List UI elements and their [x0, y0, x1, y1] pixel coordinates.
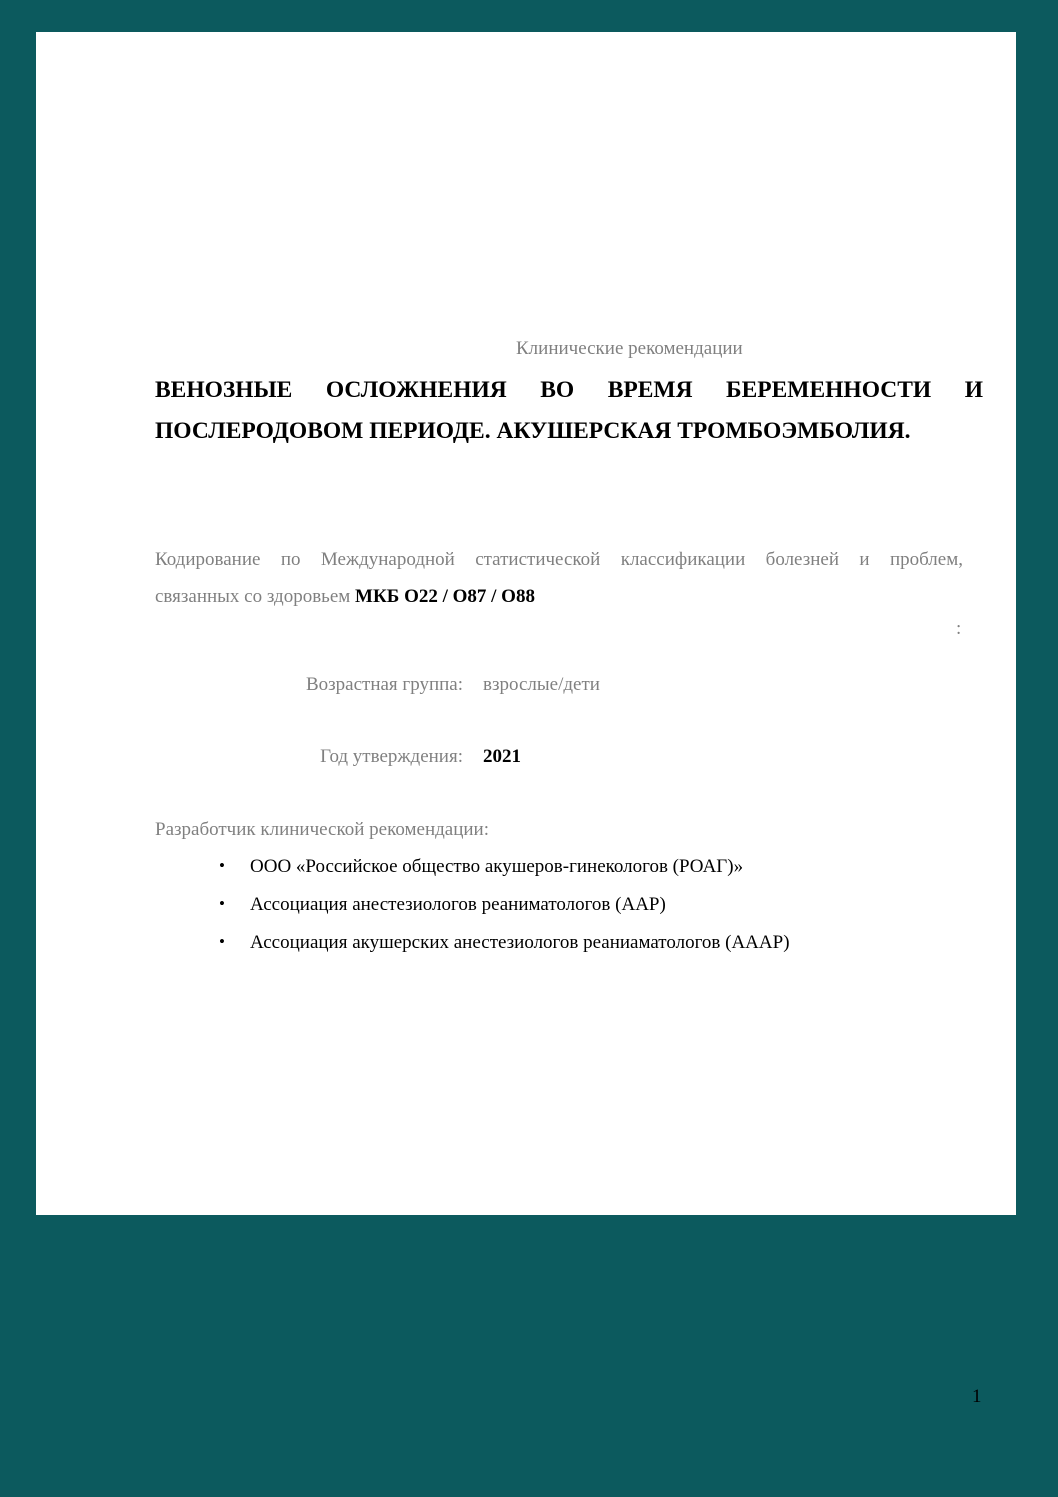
list-item — [0, 856, 1058, 894]
document-type-label: Клинические рекомендации — [516, 338, 743, 359]
age-group-value: взрослые/дети — [483, 674, 600, 695]
approval-year-value: 2021 — [483, 746, 521, 767]
bullet-icon: • — [219, 894, 225, 913]
document-page — [36, 32, 1016, 1215]
age-group-label: Возрастная группа: — [305, 674, 463, 695]
coding-line-1: Кодирование по Международной статистической классификации болезней и проблем, — [155, 549, 963, 570]
title-line-1: ВЕНОЗНЫЕ ОСЛОЖНЕНИЯ ВО ВРЕМЯ БЕРЕМЕННОСТИ И — [155, 377, 983, 403]
bullet-icon: • — [219, 856, 225, 875]
developers-list — [0, 856, 1058, 970]
developer-name: Ассоциация анестезиологов реаниматологов (ААР) — [250, 894, 666, 915]
coding-prefix: связанных со здоровьем — [155, 586, 356, 607]
approval-year-label: Год утверждения: — [320, 746, 463, 767]
colon-mark: : — [956, 618, 962, 639]
developer-name: Ассоциация акушерских анестезиологов реаниаматологов (АААР) — [250, 932, 790, 953]
bullet-icon: • — [219, 932, 225, 951]
page-number: 1 — [972, 1386, 982, 1407]
coding-line-2 — [155, 578, 963, 615]
icd-coding-paragraph — [155, 541, 963, 615]
list-item — [0, 894, 1058, 932]
title-line-2: ПОСЛЕРОДОВОМ ПЕРИОДЕ. АКУШЕРСКАЯ ТРОМБОЭМБОЛИЯ. — [155, 418, 911, 444]
list-item — [0, 932, 1058, 970]
developer-name: ООО «Российское общество акушеров-гинекологов (РОАГ)» — [250, 856, 744, 877]
document-title — [155, 370, 983, 452]
developer-label: Разработчик клинической рекомендации: — [155, 819, 490, 840]
icd-codes: МКБ O22 / O87 / O88 — [355, 586, 535, 607]
